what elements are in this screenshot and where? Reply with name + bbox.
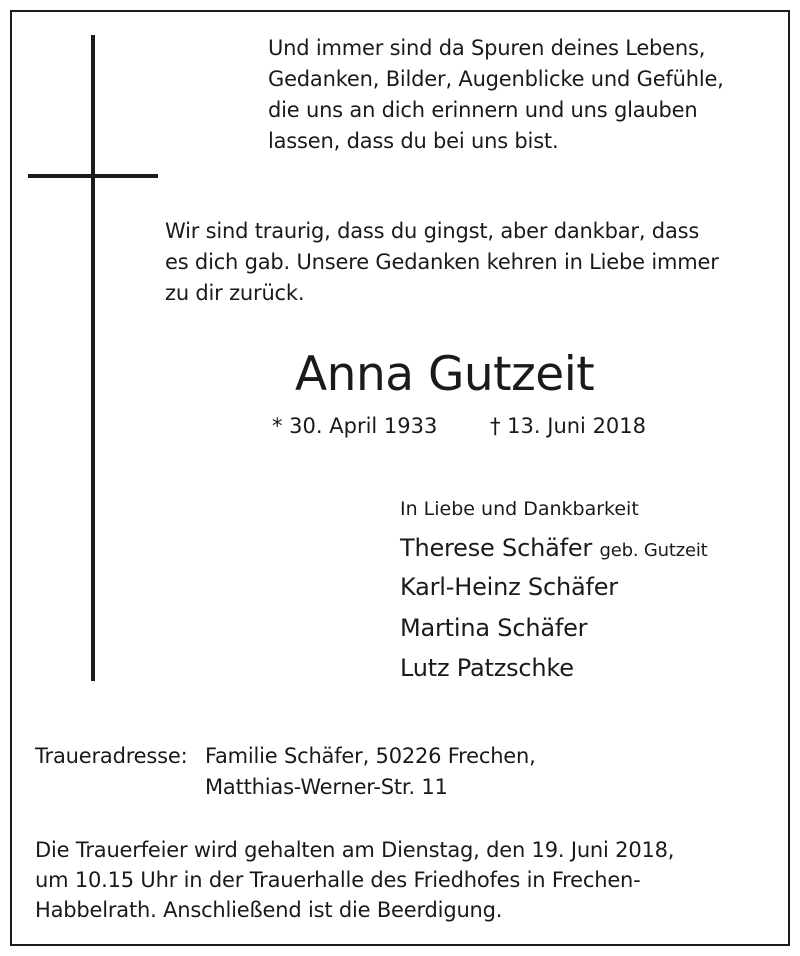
birth-date: * 30. April 1933 bbox=[272, 414, 438, 438]
mourner-name bbox=[400, 610, 587, 646]
address-line-2: Matthias-Werner-Str. 11 bbox=[205, 775, 448, 799]
mourner-name bbox=[400, 530, 707, 569]
service-line: Habbelrath. Anschließend ist die Beerdigung. bbox=[35, 898, 503, 922]
mourner-name-text: Karl-Heinz Schäfer bbox=[400, 573, 618, 601]
cross-horizontal-beam bbox=[28, 174, 158, 178]
quote-line: zu dir zurück. bbox=[165, 281, 305, 305]
cross-vertical-beam bbox=[91, 35, 95, 681]
service-line: um 10.15 Uhr in der Trauerhalle des Friedhofes in Frechen- bbox=[35, 868, 641, 892]
quote-line: Wir sind traurig, dass du gingst, aber dankbar, dass bbox=[165, 219, 700, 243]
deceased-name: Anna Gutzeit bbox=[295, 347, 595, 402]
mourner-name bbox=[400, 650, 574, 686]
address-line-1: Familie Schäfer, 50226 Frechen, bbox=[205, 744, 536, 768]
poem-line: lassen, dass du bei uns bist. bbox=[268, 129, 559, 153]
mourner-name-text: Lutz Patzschke bbox=[400, 654, 574, 682]
funeral-service-info bbox=[35, 835, 674, 925]
mourners-intro: In Liebe und Dankbarkeit bbox=[400, 498, 639, 520]
mourner-name-text: Therese Schäfer bbox=[400, 534, 593, 562]
maiden-name-suffix: geb. Gutzeit bbox=[599, 540, 708, 561]
quote-line: es dich gab. Unsere Gedanken kehren in Liebe immer bbox=[165, 250, 719, 274]
mourner-name-text: Martina Schäfer bbox=[400, 614, 588, 642]
poem-line: Und immer sind da Spuren deines Lebens, bbox=[268, 36, 706, 60]
poem-line: Gedanken, Bilder, Augenblicke und Gefühle, bbox=[268, 67, 724, 91]
address-label: Traueradresse: bbox=[35, 744, 188, 768]
mourner-name bbox=[400, 569, 618, 605]
farewell-quote bbox=[165, 216, 719, 309]
poem-verse bbox=[268, 33, 724, 157]
death-date: † 13. Juni 2018 bbox=[490, 414, 647, 438]
service-line: Die Trauerfeier wird gehalten am Dienstag, den 19. Juni 2018, bbox=[35, 838, 675, 862]
poem-line: die uns an dich erinnern und uns glauben bbox=[268, 98, 698, 122]
